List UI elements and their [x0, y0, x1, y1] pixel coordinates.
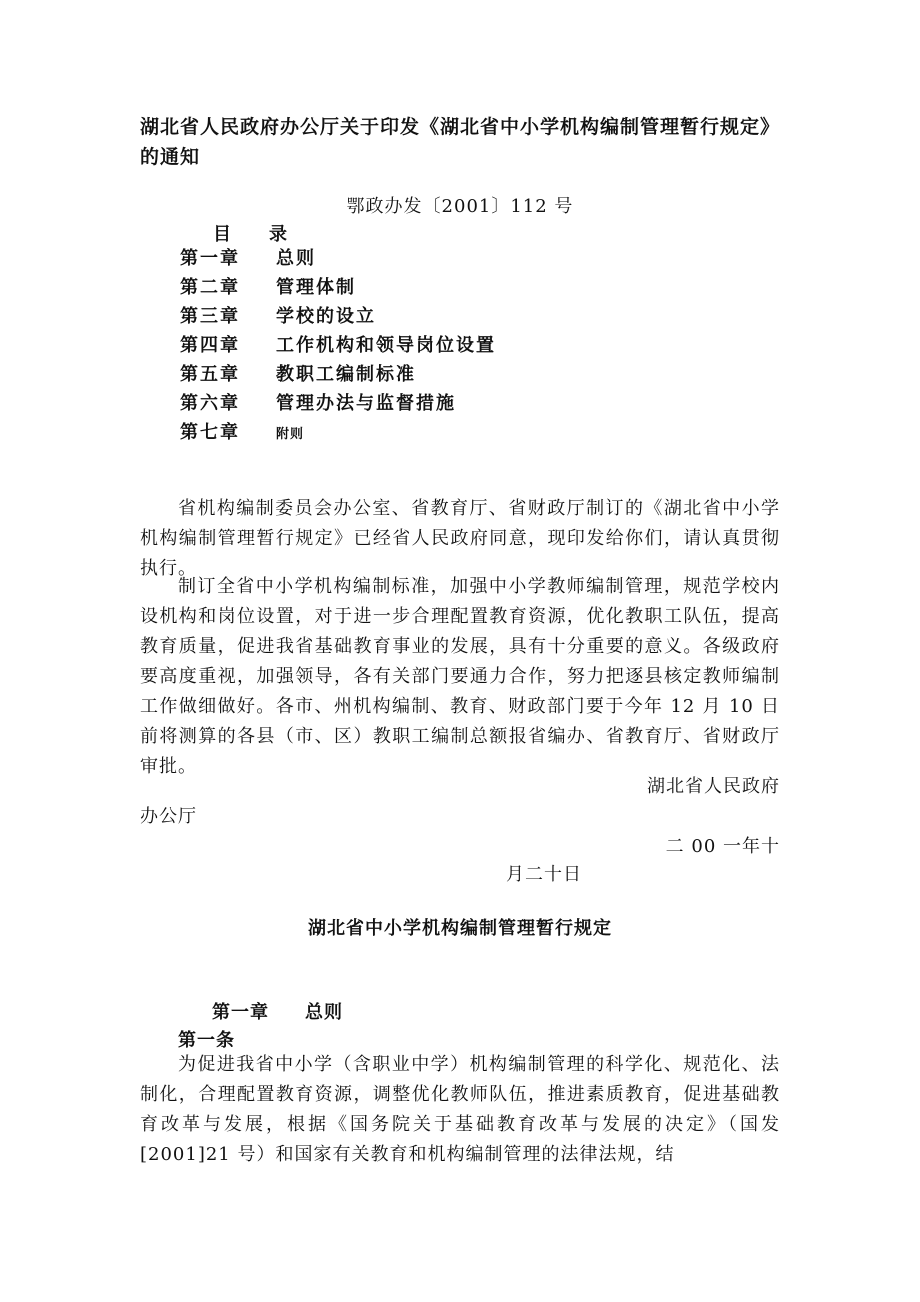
- toc-chapter-number: 第五章: [180, 364, 240, 385]
- chapter-number: 第一章: [212, 1002, 269, 1023]
- chapter-title: 总则: [305, 1002, 343, 1023]
- toc-chapter-title: 教职工编制标准: [276, 364, 416, 385]
- toc-item: [180, 273, 496, 302]
- article-heading: 第一条: [178, 1030, 235, 1051]
- toc-chapter-number: 第一章: [180, 248, 240, 269]
- toc-chapter-title: 管理体制: [276, 277, 356, 298]
- document-number: 鄂政办发〔2001〕112 号: [346, 196, 574, 217]
- toc-chapter-title: 管理办法与监督措施: [276, 393, 456, 414]
- date-line-1: 二 00 一年十: [665, 836, 780, 857]
- document-title: 湖北省人民政府办公厅关于印发《湖北省中小学机构编制管理暂行规定》的通知: [140, 116, 781, 168]
- toc-chapter-number: 第三章: [180, 306, 240, 327]
- toc-chapter-title: 总则: [276, 248, 316, 269]
- toc-item: [180, 302, 496, 331]
- toc-heading-right: 录: [269, 224, 289, 245]
- date-line-2: 月二十日: [506, 864, 582, 885]
- chapter-heading: [212, 998, 343, 1024]
- toc-heading-left: 目: [213, 224, 233, 245]
- table-of-contents: [180, 244, 496, 447]
- notice-paragraph-2: 制订全省中小学机构编制标准，加强中小学教师编制管理，规范学校内设机构和岗位设置，对于进一步合理配置教育资源，优化教职工队伍，提高教育质量，促进我省基础教育事业的发展，具有十分重要的意义。各级政府要高度重视，加强领导，各有关部门要通力合作，努力把逐县核定教师编制工作做细做好。各市、州机构编制、教育、财政部门要于今年 12 月 10 日前将测算的各县（市、区）教职工编制总额报省编办、省教育厅、省财政厅审批。: [140, 576, 780, 777]
- signature-line-1: 湖北省人民政府: [647, 776, 780, 797]
- toc-chapter-title: 工作机构和领导岗位设置: [276, 335, 496, 356]
- signature-line-2: 办公厅: [140, 806, 197, 827]
- regulation-title: 湖北省中小学机构编制管理暂行规定: [308, 918, 612, 939]
- toc-item: [180, 389, 496, 418]
- toc-item: [180, 331, 496, 360]
- toc-chapter-number: 第七章: [180, 422, 240, 443]
- toc-item: [180, 360, 496, 389]
- toc-chapter-number: 第四章: [180, 335, 240, 356]
- toc-chapter-title: 附则: [276, 427, 305, 442]
- toc-heading: [213, 220, 289, 246]
- notice-paragraph-1: 省机构编制委员会办公室、省教育厅、省财政厅制订的《湖北省中小学机构编制管理暂行规定》已经省人民政府同意，现印发给你们，请认真贯彻执行。: [140, 498, 780, 579]
- toc-item: [180, 244, 496, 273]
- toc-chapter-number: 第六章: [180, 393, 240, 414]
- article-text: 为促进我省中小学（含职业中学）机构编制管理的科学化、规范化、法制化，合理配置教育资源，调整优化教师队伍，推进素质教育，促进基础教育改革与发展，根据《国务院关于基础教育改革与发展的决定》（国发[2001]21 号）和国家有关教育和机构编制管理的法律法规，结: [140, 1054, 780, 1165]
- toc-chapter-title: 学校的设立: [276, 306, 376, 327]
- toc-item: [180, 418, 496, 447]
- toc-chapter-number: 第二章: [180, 277, 240, 298]
